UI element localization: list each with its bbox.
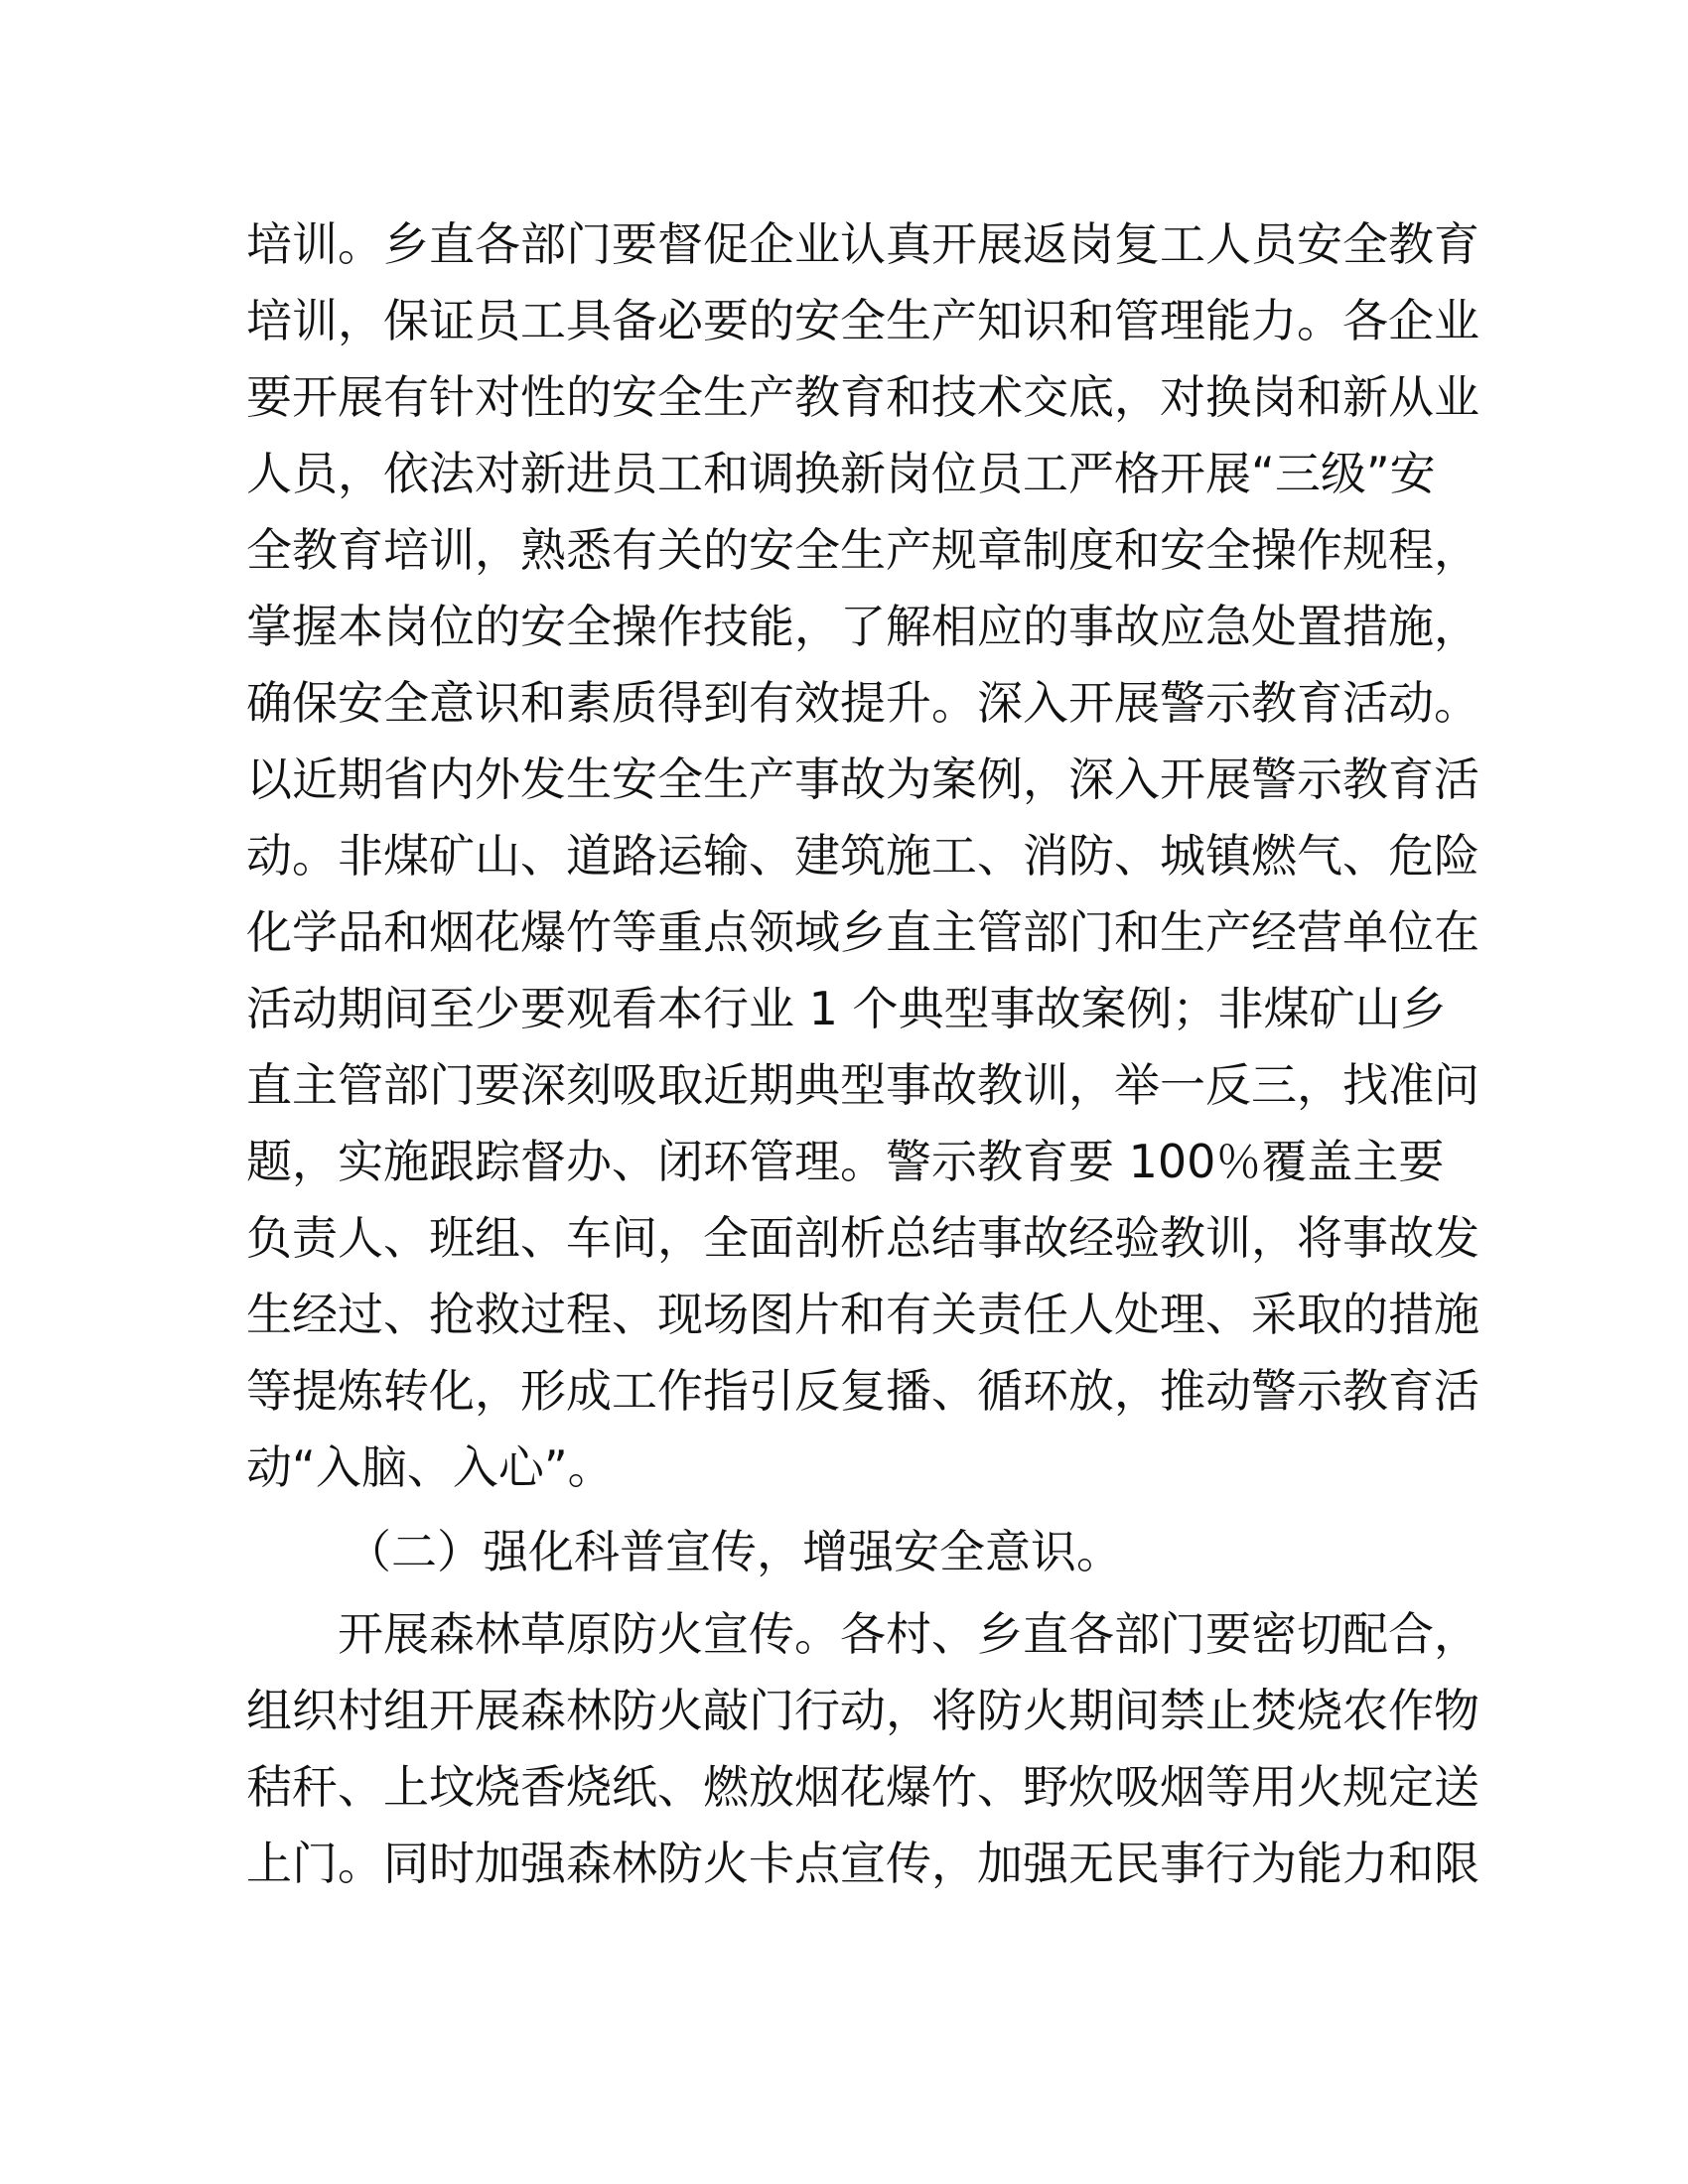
- paragraph-line: 全教育培训，熟悉有关的安全生产规章制度和安全操作规程，: [246, 523, 1479, 577]
- paragraph-line: 生经过、抢救过程、现场图片和有关责任人处理、采取的措施: [246, 1288, 1479, 1341]
- paragraph-line: 负责人、班组、车间，全面剖析总结事故经验教训，将事故发: [246, 1211, 1479, 1265]
- paragraph-line: 化学品和烟花爆竹等重点领域乡直主管部门和生产经营单位在: [246, 905, 1479, 959]
- paragraph-line: 培训，保证员工具备必要的安全生产知识和管理能力。各企业: [246, 294, 1479, 347]
- paragraph-line: 掌握本岗位的安全操作技能，了解相应的事故应急处置措施，: [246, 600, 1479, 653]
- paragraph-line: 培训。乡直各部门要督促企业认真开展返岗复工人员安全教育: [246, 217, 1479, 271]
- paragraph-line: 组织村组开展森林防火敲门行动，将防火期间禁止焚烧农作物: [246, 1684, 1479, 1737]
- paragraph-line: 确保安全意识和素质得到有效提升。深入开展警示教育活动。: [246, 676, 1479, 730]
- paragraph-line: 人员，依法对新进员工和调换新岗位员工严格开展“三级”安: [246, 447, 1436, 500]
- paragraph-line: 秸秆、上坟烧香烧纸、燃放烟花爆竹、野炊吸烟等用火规定送: [246, 1760, 1479, 1814]
- paragraph-line: 等提炼转化，形成工作指引反复播、循环放，推动警示教育活: [246, 1364, 1479, 1418]
- paragraph-line: 活动期间至少要观看本行业 1 个典型事故案例；非煤矿山乡: [246, 982, 1447, 1035]
- document-body: [246, 206, 1479, 1902]
- paragraph-line: 上门。同时加强森林防火卡点宣传，加强无民事行为能力和限: [246, 1837, 1479, 1890]
- paragraph-line: 开展森林草原防火宣传。各村、乡直各部门要密切配合，: [338, 1607, 1479, 1661]
- section-heading: （二）强化科普宣传，增强安全意识。: [346, 1525, 1122, 1578]
- paragraph-line: 直主管部门要深刻吸取近期典型事故教训，举一反三，找准问: [246, 1058, 1479, 1112]
- paragraph-line: 动“入脑、入心”。: [246, 1440, 614, 1494]
- paragraph-line: 要开展有针对性的安全生产教育和技术交底，对换岗和新从业: [246, 370, 1479, 424]
- paragraph-line: 题，实施跟踪督办、闭环管理。警示教育要 100％覆盖主要: [246, 1135, 1445, 1188]
- paragraph-line: 动。非煤矿山、道路运输、建筑施工、消防、城镇燃气、危险: [246, 829, 1479, 883]
- paragraph-line: 以近期省内外发生安全生产事故为案例，深入开展警示教育活: [246, 752, 1479, 806]
